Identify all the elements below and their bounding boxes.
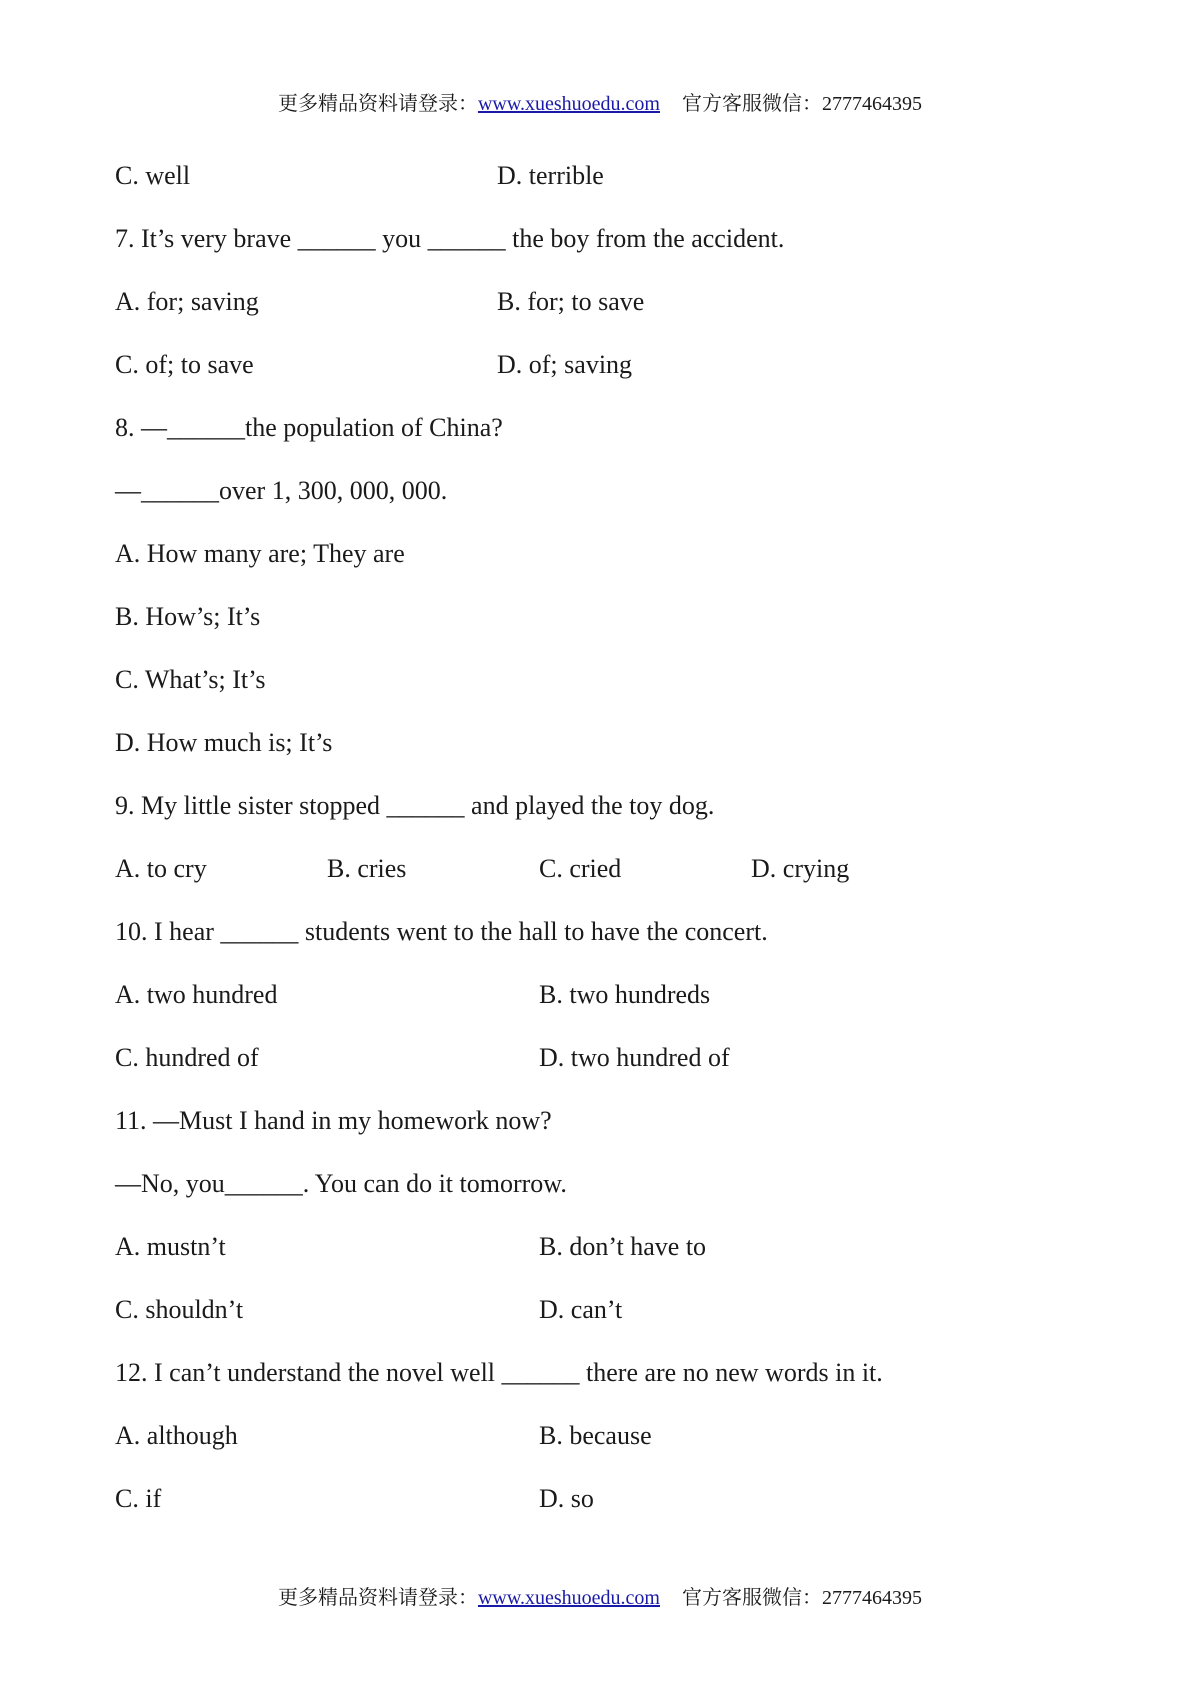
q6-option-c: C. well: [115, 161, 191, 190]
q9-option-d: D. crying: [751, 854, 850, 883]
footer-banner: [0, 1581, 1200, 1610]
q9-option-b: B. cries: [327, 854, 407, 883]
header-banner: [0, 87, 1200, 116]
q10-option-a: A. two hundred: [115, 980, 278, 1009]
header-link[interactable]: www.xueshuoedu.com: [477, 93, 660, 115]
q6-option-d: D. terrible: [497, 161, 604, 190]
q7-stem: 7. It’s very brave ______ you ______ the boy from the accident.: [115, 224, 785, 253]
q11-option-b: B. don’t have to: [539, 1232, 707, 1261]
q11-reply: —No, you______. You can do it tomorrow.: [115, 1169, 567, 1198]
q7-option-a: A. for; saving: [115, 287, 259, 316]
q8-option-b: B. How’s; It’s: [115, 602, 261, 631]
footer-prefix: 更多精品资料请登录：: [277, 1587, 478, 1609]
q9-option-c: C. cried: [539, 854, 622, 883]
header-prefix: 更多精品资料请登录：: [277, 93, 478, 115]
q7-option-c: C. of; to save: [115, 350, 254, 379]
q12-option-c: C. if: [115, 1484, 162, 1513]
q11-option-c: C. shouldn’t: [115, 1295, 244, 1324]
q11-stem: 11. —Must I hand in my homework now?: [115, 1106, 552, 1135]
q12-option-b: B. because: [539, 1421, 652, 1450]
q8-option-c: C. What’s; It’s: [115, 665, 266, 694]
q12-option-a: A. although: [115, 1421, 238, 1450]
q8-reply: —______over 1, 300, 000, 000.: [115, 476, 448, 505]
q11-option-d: D. can’t: [539, 1295, 623, 1324]
q10-option-c: C. hundred of: [115, 1043, 259, 1072]
q9-stem: 9. My little sister stopped ______ and played the toy dog.: [115, 791, 715, 820]
q8-stem: 8. —______the population of China?: [115, 413, 503, 442]
q9-option-a: A. to cry: [115, 854, 207, 883]
header-service: 官方客服微信：2777464395: [682, 93, 922, 115]
q7-option-b: B. for; to save: [497, 287, 645, 316]
footer-service: 官方客服微信：2777464395: [682, 1587, 922, 1609]
q12-option-d: D. so: [539, 1484, 594, 1513]
footer-link[interactable]: www.xueshuoedu.com: [477, 1587, 660, 1609]
q7-option-d: D. of; saving: [497, 350, 633, 379]
q8-option-d: D. How much is; It’s: [115, 728, 333, 757]
q10-option-d: D. two hundred of: [539, 1043, 730, 1072]
q11-option-a: A. mustn’t: [115, 1232, 226, 1261]
q10-option-b: B. two hundreds: [539, 980, 711, 1009]
q8-option-a: A. How many are; They are: [115, 539, 405, 568]
q10-stem: 10. I hear ______ students went to the hall to have the concert.: [115, 917, 768, 946]
q12-stem: 12. I can’t understand the novel well ______ there are no new words in it.: [115, 1358, 883, 1387]
